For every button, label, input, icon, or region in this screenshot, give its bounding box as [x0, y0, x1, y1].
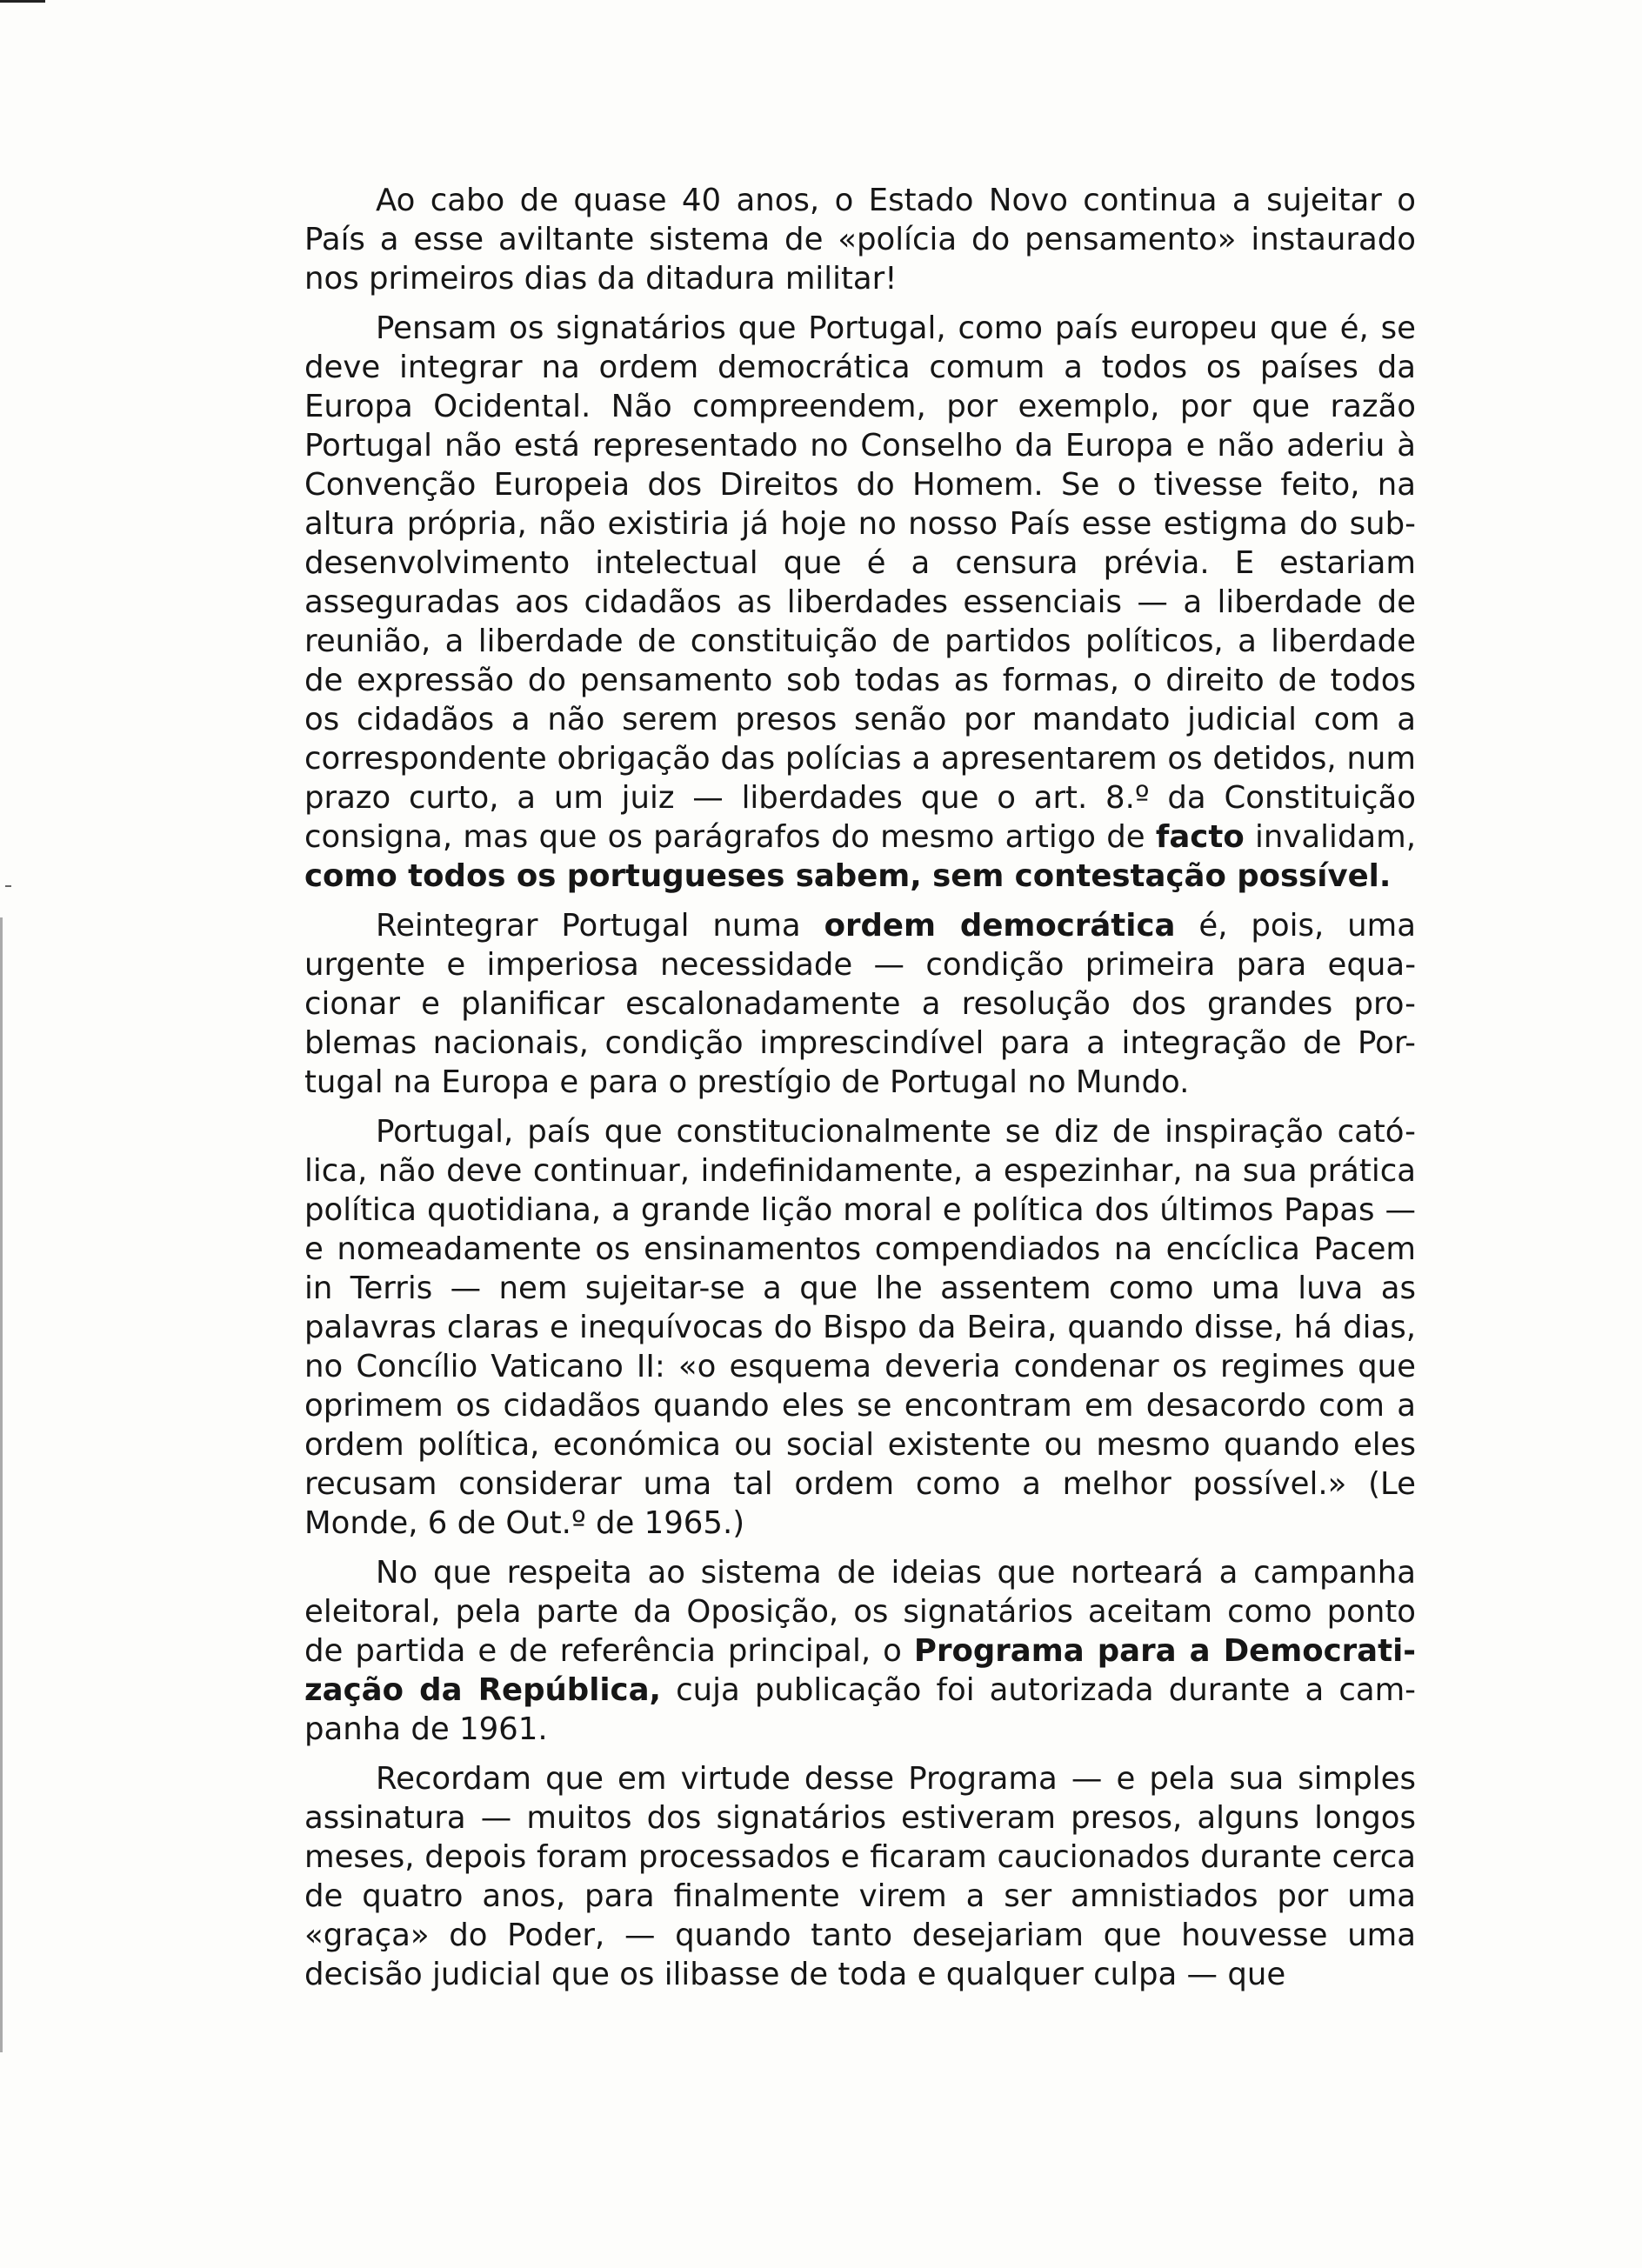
bold-text-segment: ordem democrática: [824, 908, 1176, 944]
text-segment: é, pois, uma urgente e imperiosa necessidade — condição primeira para equa-cionar e planificar escalonadamente a resolução dos grandes pro-blemas nacionais, condição imprescindível para a integração de Por-tugal na Europa e para o prestígio de Portugal no Mundo.: [304, 908, 1417, 1100]
bold-text-segment: Programa para a Democrati-zação da República,: [304, 1633, 1416, 1708]
bold-text-segment: facto: [1155, 819, 1245, 855]
text-segment: Pensam os signatários que Portugal, como país europeu que é, se deve integrar na ordem democrática comum a todos os países da Europa Ocidental. Não compreendem, por exemplo, por que razão Portugal não está representado no Conselho da Europa e não aderiu à Convenção Europeia dos Direitos do Homem. Se o tivesse feito, na altura própria, não existiria já hoje no nosso País esse estigma do sub-desenvolvimento intelectual que é a censura prévia. E estariam asseguradas aos cidadãos as liberdades essenciais — a liberdade de reunião, a liberdade de constituição de partidos políticos, a liberdade de expressão do pensamento sob todas as formas, o direito de todos os cidadãos a não serem presos senão por mandato judicial com a correspondente obrigação das polícias a apresentarem os detidos, num prazo curto, a um juiz — liberdades que o art. 8.º da Constituição consigna, mas que os parágrafos do mesmo artigo de: [304, 310, 1416, 855]
text-segment: invalidam,: [1244, 819, 1416, 855]
scan-margin-tick: [5, 885, 11, 887]
text-segment: Ao cabo de quase 40 anos, o Estado Novo continua a sujeitar o País a esse aviltante sistema de «polícia do pensamento» instaurado nos primeiros dias da ditadura militar!: [304, 183, 1416, 297]
scan-corner-mark: [0, 0, 45, 3]
text-segment: No que respeita ao sistema de ideias que norteará a campanha eleitoral, pela parte da Oposição, os signatários aceitam como ponto de partida e de referência principal, o: [304, 1555, 1416, 1669]
paragraph-4: [304, 1112, 1416, 1543]
bold-text-segment: como todos os portugueses sabem, sem contestação possível.: [304, 858, 1392, 894]
text-segment: Portugal, país que constitucionalmente se diz de inspiração cató-lica, não deve continuar, indefinidamente, a espezinhar, na sua prática política quotidiana, a grande lição moral e política dos últimos Papas — e nomeadamente os ensinamentos compendiados na encíclica Pacem in Terris — nem sujeitar-se a que lhe assentem como uma luva as palavras claras e inequívocas do Bispo da Beira, quando disse, há dias, no Concílio Vaticano II: «o esquema deveria condenar os regimes que oprimem os cidadãos quando eles se encontram em desacordo com a ordem política, económica ou social existente ou mesmo quando eles recusam considerar uma tal ordem como a melhor possível.» (Le Monde, 6 de Out.º de 1965.): [304, 1114, 1416, 1541]
scan-left-edge: [0, 917, 3, 2052]
paragraph-1: [304, 181, 1416, 298]
paragraph-2: [304, 309, 1416, 896]
paragraph-6: [304, 1759, 1416, 1994]
text-segment: Recordam que em virtude desse Programa — e pela sua simples assinatura — muitos dos signatários estiveram presos, alguns longos meses, depois foram processados e ficaram caucionados durante cerca de quatro anos, para finalmente virem a ser amnistiados por uma «graça» do Poder, — quando tanto desejariam que houvesse uma decisão judicial que os ilibasse de toda e qualquer culpa — que: [304, 1761, 1416, 1992]
text-segment: Reintegrar Portugal numa: [376, 908, 824, 944]
paragraph-3: [304, 906, 1416, 1102]
paragraph-5: [304, 1553, 1416, 1749]
text-segment: cuja publicação foi autorizada durante a cam-panha de 1961.: [304, 1672, 1416, 1747]
body-text: [304, 181, 1416, 2005]
